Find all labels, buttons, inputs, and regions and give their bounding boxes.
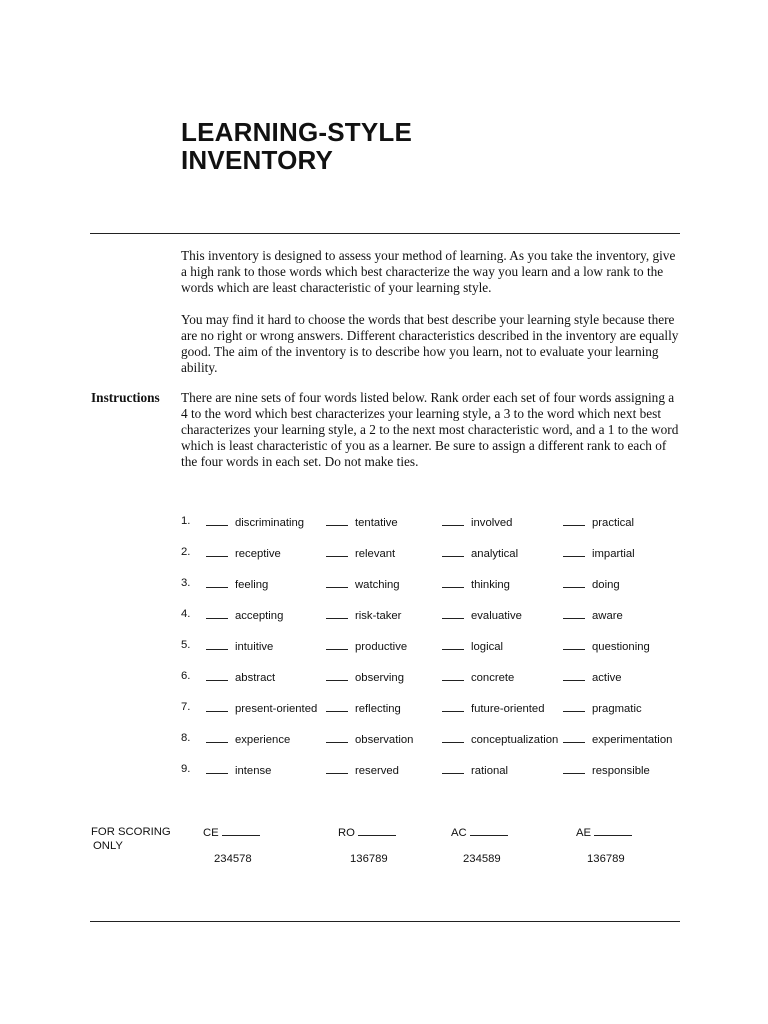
word-label: active (592, 672, 622, 684)
word-label: impartial (592, 548, 635, 560)
rank-option[interactable] (326, 608, 401, 622)
rank-option[interactable] (442, 577, 510, 591)
rank-option[interactable] (326, 515, 398, 529)
rank-option[interactable] (442, 515, 512, 529)
rank-option[interactable] (326, 670, 404, 684)
item-number: 6. (181, 670, 191, 682)
rank-blank[interactable] (326, 763, 348, 774)
rank-option[interactable] (563, 515, 634, 529)
rank-option[interactable] (206, 577, 268, 591)
rank-option[interactable] (326, 546, 395, 560)
score-field-ro[interactable] (338, 825, 396, 839)
rank-option[interactable] (326, 639, 407, 653)
word-label: logical (471, 641, 504, 653)
score-code: CE (203, 827, 219, 839)
rank-blank[interactable] (206, 701, 228, 712)
rank-blank[interactable] (326, 701, 348, 712)
item-number: 7. (181, 701, 191, 713)
rank-blank[interactable] (326, 639, 348, 650)
top-divider (90, 233, 680, 234)
scoring-label (91, 825, 171, 853)
word-label: risk-taker (355, 610, 402, 622)
word-label: observing (355, 672, 404, 684)
word-label: questioning (592, 641, 650, 653)
rank-blank[interactable] (326, 515, 348, 526)
score-code: AE (576, 827, 592, 839)
rank-blank[interactable] (563, 701, 585, 712)
rank-option[interactable] (206, 732, 290, 746)
rank-blank[interactable] (442, 701, 464, 712)
word-label: conceptualization (471, 734, 559, 746)
word-label: concrete (471, 672, 515, 684)
page-title (181, 118, 412, 174)
rank-option[interactable] (442, 763, 508, 777)
rank-blank[interactable] (206, 608, 228, 619)
rank-option[interactable] (563, 732, 672, 746)
word-label: feeling (235, 579, 269, 591)
rank-blank[interactable] (206, 670, 228, 681)
rank-blank[interactable] (206, 732, 228, 743)
rank-blank[interactable] (326, 546, 348, 557)
rank-blank[interactable] (206, 546, 228, 557)
score-code: RO (338, 827, 355, 839)
rank-blank[interactable] (563, 670, 585, 681)
rank-blank[interactable] (326, 670, 348, 681)
word-label: pragmatic (592, 703, 642, 715)
word-label: intense (235, 765, 272, 777)
rank-blank[interactable] (563, 515, 585, 526)
score-blank[interactable] (222, 825, 260, 836)
rank-option[interactable] (326, 763, 399, 777)
rank-option[interactable] (442, 608, 522, 622)
rank-blank[interactable] (442, 732, 464, 743)
rank-blank[interactable] (206, 763, 228, 774)
rank-option[interactable] (563, 577, 620, 591)
rank-option[interactable] (563, 639, 650, 653)
score-digits-ae: 136789 (587, 853, 625, 865)
rank-option[interactable] (206, 608, 283, 622)
rank-option[interactable] (326, 732, 413, 746)
rank-blank[interactable] (442, 546, 464, 557)
word-label: experimentation (592, 734, 673, 746)
item-number: 1. (181, 515, 191, 527)
rank-option[interactable] (563, 763, 650, 777)
item-number: 3. (181, 577, 191, 589)
word-label: evaluative (471, 610, 522, 622)
rank-option[interactable] (563, 546, 635, 560)
score-field-ce[interactable] (203, 825, 260, 839)
rank-blank[interactable] (563, 608, 585, 619)
word-label: tentative (355, 517, 398, 529)
word-label: involved (471, 517, 513, 529)
rank-option[interactable] (442, 670, 514, 684)
word-label: doing (592, 579, 620, 591)
instructions-label: Instructions (91, 390, 160, 405)
rank-blank[interactable] (563, 732, 585, 743)
rank-option[interactable] (326, 701, 401, 715)
rank-option[interactable] (563, 608, 623, 622)
bottom-divider (90, 921, 680, 922)
score-field-ac[interactable] (451, 825, 508, 839)
word-label: relevant (355, 548, 396, 560)
rank-option[interactable] (326, 577, 400, 591)
rank-blank[interactable] (442, 577, 464, 588)
word-label: thinking (471, 579, 510, 591)
score-blank[interactable] (594, 825, 632, 836)
word-label: rational (471, 765, 509, 777)
rank-option[interactable] (206, 701, 317, 715)
score-field-ae[interactable] (576, 825, 632, 839)
word-label: accepting (235, 610, 284, 622)
rank-blank[interactable] (563, 639, 585, 650)
rank-option[interactable] (206, 763, 271, 777)
rank-option[interactable] (206, 670, 275, 684)
word-label: present-oriented (235, 703, 318, 715)
rank-blank[interactable] (442, 608, 464, 619)
title-line-1: LEARNING-STYLE (181, 117, 413, 147)
word-label: responsible (592, 765, 650, 777)
rank-option[interactable] (206, 546, 281, 560)
score-code: AC (451, 827, 467, 839)
rank-blank[interactable] (326, 577, 348, 588)
word-label: discriminating (235, 517, 305, 529)
title-line-2: INVENTORY (181, 145, 334, 175)
item-number: 4. (181, 608, 191, 620)
word-label: abstract (235, 672, 276, 684)
scoring-label-line-2: ONLY (93, 840, 123, 852)
word-label: reflecting (355, 703, 401, 715)
score-blank[interactable] (470, 825, 508, 836)
rank-option[interactable] (442, 546, 518, 560)
rank-blank[interactable] (563, 763, 585, 774)
rank-option[interactable] (563, 701, 642, 715)
word-label: reserved (355, 765, 399, 777)
rank-blank[interactable] (563, 577, 585, 588)
word-label: practical (592, 517, 635, 529)
scoring-label-line-1: FOR SCORING (91, 826, 171, 838)
rank-option[interactable] (442, 701, 544, 715)
word-label: intuitive (235, 641, 274, 653)
item-number: 2. (181, 546, 191, 558)
word-label: receptive (235, 548, 281, 560)
rank-option[interactable] (206, 639, 273, 653)
item-number: 5. (181, 639, 191, 651)
rank-blank[interactable] (206, 577, 228, 588)
rank-blank[interactable] (442, 763, 464, 774)
score-digits-ac: 234589 (463, 853, 501, 865)
score-digits-ce: 234578 (214, 853, 252, 865)
rank-option[interactable] (442, 732, 558, 746)
score-digits-ro: 136789 (350, 853, 388, 865)
rank-blank[interactable] (206, 515, 228, 526)
rank-blank[interactable] (442, 515, 464, 526)
word-label: experience (235, 734, 291, 746)
rank-blank[interactable] (326, 608, 348, 619)
word-label: future-oriented (471, 703, 545, 715)
word-label: aware (592, 610, 623, 622)
score-blank[interactable] (358, 825, 396, 836)
intro-paragraph-1: This inventory is designed to assess your method of learning. As you take the inventory, give a high rank to those words which best characterize the way you learn and a low rank to the words which are least characteristic of your learning style. (181, 248, 676, 295)
rank-option[interactable] (206, 515, 304, 529)
rank-option[interactable] (442, 639, 503, 653)
word-label: analytical (471, 548, 519, 560)
rank-blank[interactable] (563, 546, 585, 557)
rank-blank[interactable] (442, 670, 464, 681)
intro-paragraph-2: You may find it hard to choose the words that best describe your learning style because there are no right or wrong answers. Different characteristics described in the inventory are equally good. The aim of the inventory is to describe how you learn, not to evaluate your learning ability. (181, 312, 679, 375)
word-label: watching (355, 579, 400, 591)
word-label: productive (355, 641, 408, 653)
rank-option[interactable] (563, 670, 622, 684)
item-number: 9. (181, 763, 191, 775)
rank-blank[interactable] (326, 732, 348, 743)
rank-blank[interactable] (442, 639, 464, 650)
rank-blank[interactable] (206, 639, 228, 650)
instructions-text: There are nine sets of four words listed below. Rank order each set of four words assigning a 4 to the word which best characterizes your learning style, a 3 to the word which next best characterizes your learning style, a 2 to the next most characteristic word, and a 1 to the word which is least characteristic of you as a learner. Be sure to assign a different rank to each of the four words in each set. Do not make ties. (181, 390, 679, 469)
word-label: observation (355, 734, 414, 746)
item-number: 8. (181, 732, 191, 744)
